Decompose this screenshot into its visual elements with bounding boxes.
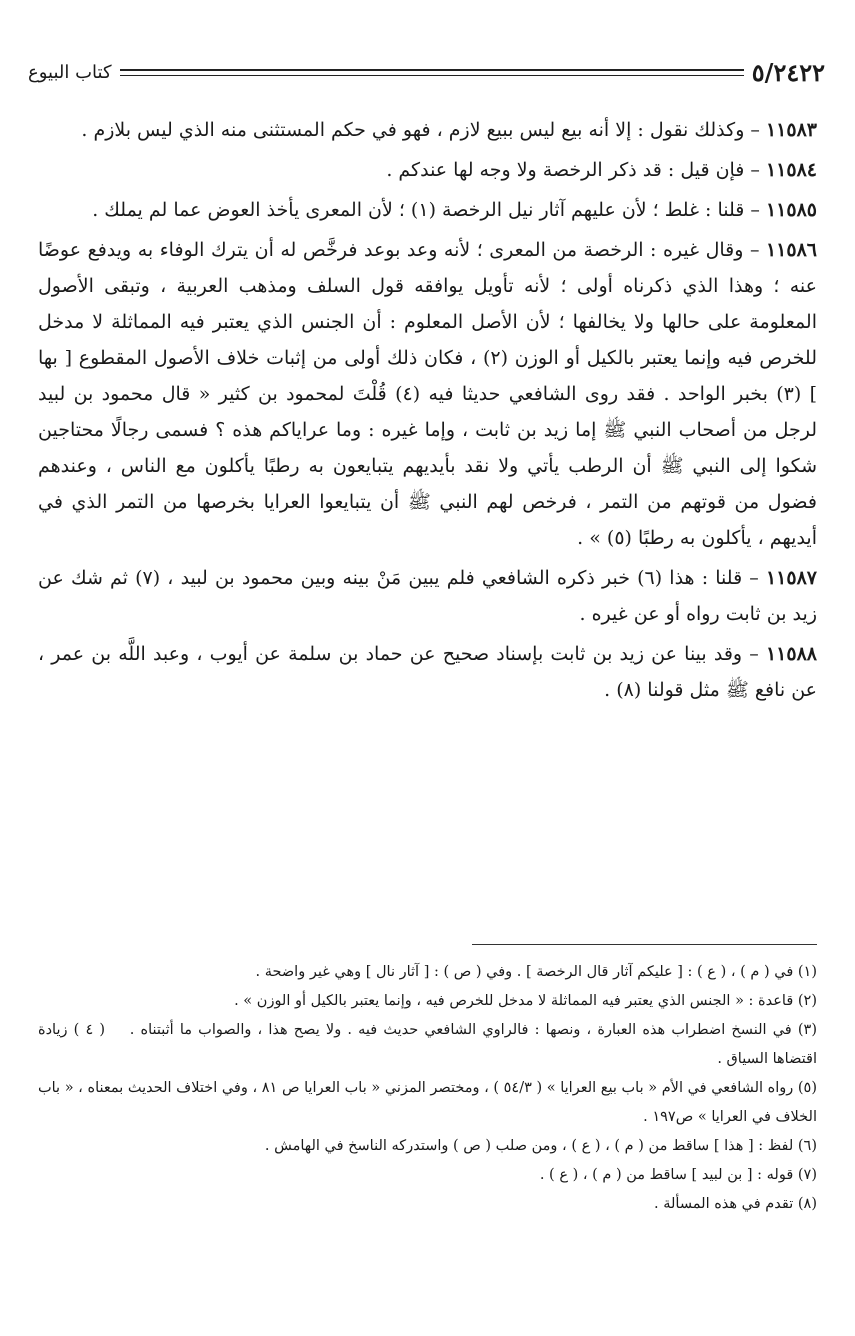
footnote-5: (٥) رواه الشافعي في الأم « باب بيع العرايا » ( ٥٤/٣ ) ، ومختصر المزني « باب العرايا ص ٨١ ، وفي اختلاف الحديث بمعناه ، « باب الخلاف في العرايا » ص١٩٧ .: [37, 1080, 817, 1125]
paragraph-11585: [38, 192, 817, 228]
paragraph-11587: [38, 560, 817, 632]
paragraph-number: ١١٥٨٨: [765, 643, 817, 665]
paragraph-11588: [38, 636, 817, 708]
footnote-6: (٦) لفظ : [ هذا ] ساقط من ( م ) ، ( ع ) ، ومن صلب ( ص ) واستدركه الناسخ في الهامش .: [264, 1138, 817, 1154]
footnote-4: ( ٤ ) زيادة اقتضاها السياق .: [38, 1022, 817, 1067]
paragraph-11583: [38, 112, 817, 148]
footnote-3: [38, 1016, 817, 1074]
footnote-1: (١) في ( م ) ، ( ع ) : [ عليكم آثار قال الرخصة ] . وفي ( ص ) : [ آثار نال ] وهي غير واضحة .: [255, 964, 817, 980]
page-header: [28, 52, 825, 92]
paragraph-number: ١١٥٨٣: [765, 119, 817, 141]
paragraph-text: – وقال غيره : الرخصة من المعرى ؛ لأنه وعد بوعد فرخَّص له أن يترك الوفاء به ويدفع عوضًا عنه ؛ وهذا الذي ذكرناه أولى ؛ لأنه تأويل يوافقه قول السلف ومذهب العربية ، وتبقى الأصول المعلومة على حالها ولا يخالفها ؛ لأن الأصل المعلوم : أن الجنس الذي يعتبر فيه المماثلة لا مدخل للخرص فيه وإنما يعتبر بالكيل أو الوزن (٢) ، فكان ذلك أولى من إثبات خلاف الأصول المقطوع [ بها ] (٣) بخبر الواحد . فقد روى الشافعي حديثا فيه (٤) قُلْتَ لمحمود بن كثير « قال محمود بن لبيد لرجل من أصحاب النبي ﷺ إما زيد بن ثابت ، وإما غيره : وما عراياكم هذه ؟ فسمى رجالًا محتاجين شكوا إلى النبي ﷺ أن الرطب يأتي ولا نقد بأيديهم يتبايعون به رطبًا يأكلون مع الناس ، وعندهم فضول من قوتهم من التمر ، فرخص لهم النبي ﷺ أن يتبايعوا العرايا بخرصها من التمر الذي في أيديهم ، يأكلون به رطبًا (٥) » .: [38, 239, 817, 549]
paragraph-number: ١١٥٨٥: [765, 199, 817, 221]
paragraph-11586: [38, 232, 817, 556]
paragraph-text: – قلنا : غلط ؛ لأن عليهم آثار نيل الرخصة (١) ؛ لأن المعرى يأخذ العوض عما لم يملك .: [92, 199, 766, 221]
footnote-7: (٧) قوله : [ بن لبيد ] ساقط من ( م ) ، ( ع ) .: [539, 1167, 817, 1183]
paragraph-text: – قلنا : هذا (٦) خبر ذكره الشافعي فلم يبين مَنْ بينه وبين محمود بن لبيد ، (٧) ثم شك عن زيد بن ثابت رواه أو عن غيره .: [38, 567, 817, 625]
paragraph-number: ١١٥٨٧: [765, 567, 817, 589]
paragraph-text: – وكذلك نقول : إلا أنه بيع ليس ببيع لازم ، فهو في حكم المستثنى منه الذي ليس بلازم .: [81, 119, 766, 141]
header-rule: [120, 69, 744, 76]
book-title: كتاب البيوع: [28, 61, 112, 83]
footnotes: [38, 958, 817, 1219]
paragraph-number: ١١٥٨٦: [765, 239, 817, 261]
main-text: [38, 112, 817, 712]
footnote-3-text: (٣) في النسخ اضطراب هذه العبارة ، ونصها : فالراوي الشافعي حديث فيه . ولا يصح هذا ، والصواب ما أثبتناه .: [129, 1022, 817, 1038]
footnote-2: (٢) قاعدة : « الجنس الذي يعتبر فيه المماثلة لا مدخل للخرص فيه ، وإنما يعتبر بالكيل أو الوزن » .: [234, 993, 817, 1009]
paragraph-number: ١١٥٨٤: [765, 159, 817, 181]
paragraph-11584: [38, 152, 817, 188]
footnote-separator: [472, 944, 817, 945]
page-number: ٥/٢٤٢٢: [751, 57, 825, 87]
paragraph-text: – فإن قيل : قد ذكر الرخصة ولا وجه لها عندكم .: [386, 159, 766, 181]
footnote-8: (٨) تقدم في هذه المسألة .: [654, 1196, 817, 1212]
paragraph-text: – وقد بينا عن زيد بن ثابت بإسناد صحيح عن حماد بن سلمة عن أيوب ، وعبد اللَّه بن عمر ، عن نافع ﷺ مثل قولنا (٨) .: [38, 643, 817, 701]
